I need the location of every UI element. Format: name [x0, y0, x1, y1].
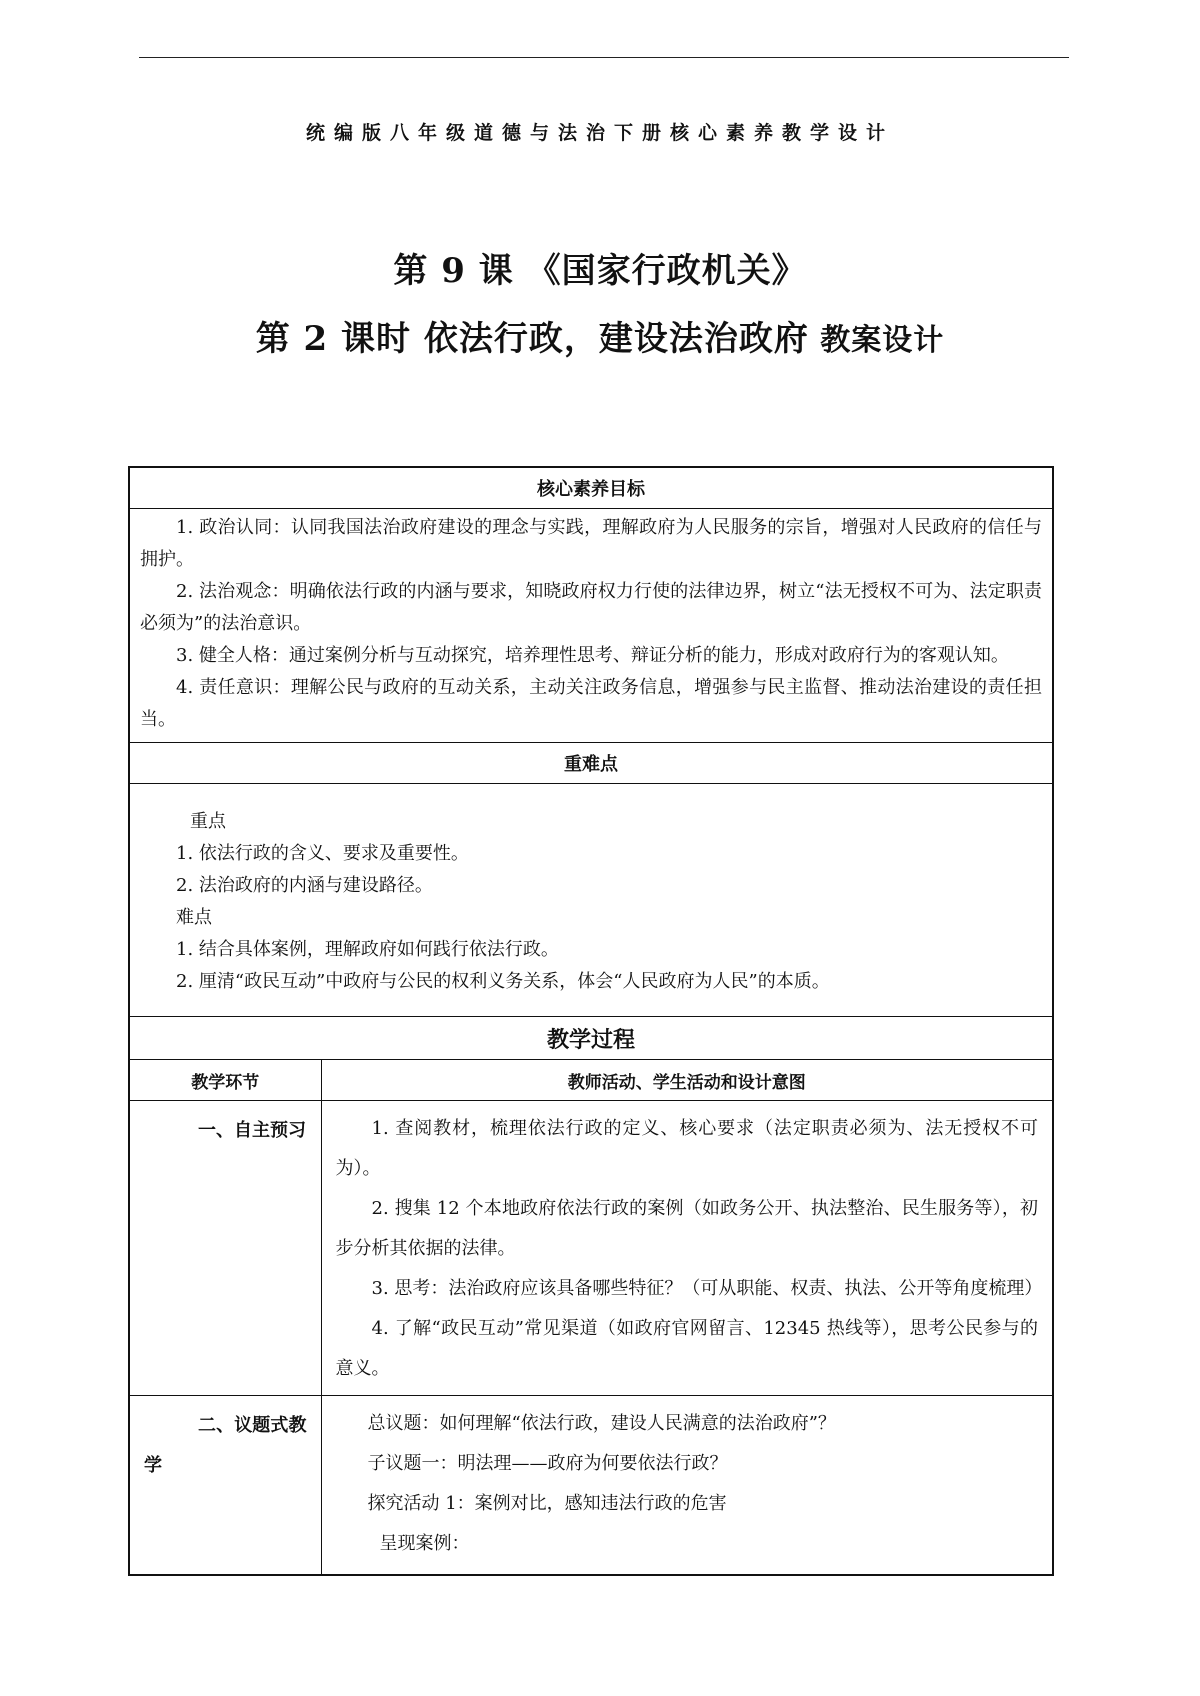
difficult-label: 难点 — [176, 907, 212, 928]
sub-topic: 子议题一：明法理——政府为何要依法行政？ — [367, 1453, 728, 1474]
key-item: 1. 依法行政的含义、要求及重要性。 — [176, 843, 469, 864]
stage-name — [129, 1396, 321, 1576]
column-header-stage: 教学环节 — [129, 1060, 321, 1101]
key-points-body — [129, 784, 1053, 1017]
stage-label: 一、自主预习 — [198, 1120, 306, 1141]
goals-list — [129, 509, 1053, 743]
lesson-title: 第 9 课 《国家行政机关》 — [393, 251, 807, 291]
stage-label: 二、议题式教学 — [144, 1415, 307, 1476]
activity-item: 3. 思考：法治政府应该具备哪些特征？（可从职能、权责、执法、公开等角度梳理） — [371, 1278, 1043, 1299]
subtitle-main: 第 2 课时 依法行政，建设法治政府 — [255, 319, 809, 359]
activity-item: 1. 查阅教材，梳理依法行政的定义、核心要求（法定职责必须为、法无授权不可为）。 — [335, 1118, 1038, 1179]
key-points-heading: 重难点 — [129, 743, 1053, 784]
lesson-plan-table — [128, 466, 1054, 1576]
inquiry-activity: 探究活动 1：案例对比，感知违法行政的危害 — [367, 1493, 727, 1514]
stage-name — [129, 1101, 321, 1396]
lesson-subtitle — [0, 311, 1200, 360]
goal-item: 1. 政治认同：认同我国法治政府建设的理念与实践，理解政府为人民服务的宗旨，增强对人民政府的信任与拥护。 — [140, 517, 1042, 570]
column-header-activities: 教师活动、学生活动和设计意图 — [321, 1060, 1053, 1101]
key-label: 重点 — [190, 811, 226, 832]
goals-heading: 核心素养目标 — [129, 467, 1053, 509]
activity-item: 2. 搜集 12 个本地政府依法行政的案例（如政务公开、执法整治、民生服务等），初步分析其依据的法律。 — [335, 1198, 1038, 1259]
difficult-item: 2. 厘清“政民互动”中政府与公民的权利义务关系，体会“人民政府为人民”的本质。 — [176, 971, 830, 992]
main-topic: 总议题：如何理解“依法行政，建设人民满意的法治政府”？ — [367, 1413, 836, 1434]
case-presentation: 呈现案例： — [379, 1533, 470, 1554]
subtitle-suffix: 教案设计 — [808, 323, 945, 358]
stage-activities — [321, 1101, 1053, 1396]
goal-item: 4. 责任意识：理解公民与政府的互动关系，主动关注政务信息，增强参与民主监督、推动法治建设的责任担当。 — [140, 677, 1042, 730]
goal-item: 3. 健全人格：通过案例分析与互动探究，培养理性思考、辩证分析的能力，形成对政府行为的客观认知。 — [176, 645, 1009, 666]
stage-activities — [321, 1396, 1053, 1576]
process-heading: 教学过程 — [129, 1017, 1053, 1060]
header-rule — [139, 57, 1069, 58]
activity-item: 4. 了解“政民互动”常见渠道（如政府官网留言、12345 热线等），思考公民参与的意义。 — [335, 1318, 1038, 1379]
running-header: 统编版八年级道德与法治下册核心素养教学设计 — [305, 122, 894, 144]
key-item: 2. 法治政府的内涵与建设路径。 — [176, 875, 433, 896]
goal-item: 2. 法治观念：明确依法行政的内涵与要求，知晓政府权力行使的法律边界，树立“法无授权不可为、法定职责必须为”的法治意识。 — [140, 581, 1042, 634]
difficult-item: 1. 结合具体案例，理解政府如何践行依法行政。 — [176, 939, 559, 960]
